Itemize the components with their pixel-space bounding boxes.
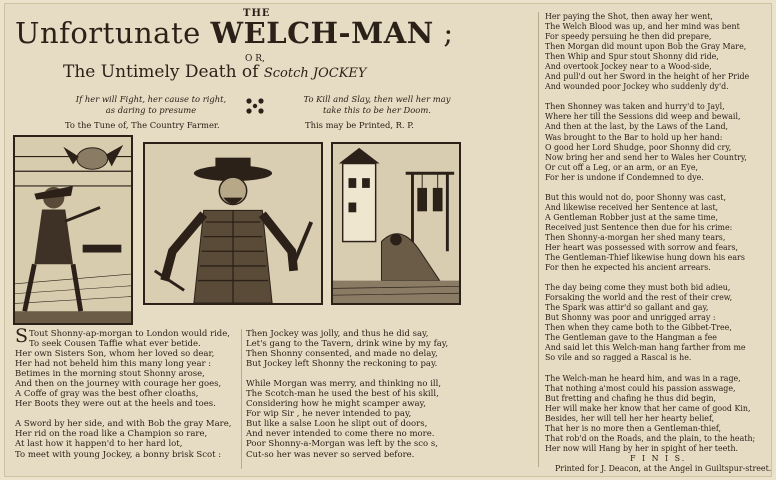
verse-line: But Shonny was poor and unrigged array : (545, 313, 716, 323)
verse-line: Then Shonney was taken and hurry'd to Jayl, (545, 102, 725, 112)
finis: F I N I S. (630, 453, 687, 463)
stanza (545, 12, 771, 92)
verse-line: That her is no more then a Gentleman-thief, (545, 423, 722, 433)
verse-left-line: as daring to presume (105, 105, 197, 115)
verse-line: And never intended to come there no more. (246, 429, 435, 440)
soldier-icon (145, 144, 321, 303)
licence-line: This may be Printed, R. P. (305, 120, 414, 130)
main-title (15, 16, 454, 50)
stanza (246, 329, 448, 369)
verse-line: Then when they came both to the Gibbet-Tree, (545, 323, 732, 333)
text-column-3 (545, 12, 771, 474)
verse-line: The Gentleman-Thief likewise hung down his ears (545, 253, 745, 263)
verse-line: A Coffe of gray was the best ofher cloaths, (15, 389, 199, 400)
text-column-1 (15, 325, 232, 470)
title-part-a: Unfortunate (15, 16, 211, 50)
verse-line: That nothing a'most could his passion asswage, (545, 383, 736, 393)
verse-right-line: take this to be her Doom. (323, 105, 431, 115)
verse-line: Poor Shonny-a-Morgan was left by the sco s, (246, 439, 438, 450)
verse-line: Let's gang to the Tavern, drink wine by my fay, (246, 339, 449, 350)
woodcut-soldier (143, 142, 323, 305)
stanza (246, 379, 448, 459)
verse-line: For her is undone if Condemned to dye. (545, 172, 704, 182)
title-the: THE (243, 8, 271, 19)
stanza (15, 419, 231, 459)
verse-line: But Jockey left Shonny the reckoning to pay. (246, 359, 438, 370)
column-divider (241, 329, 242, 469)
gallows-icon (333, 144, 459, 303)
subtitle-part-b: Scotch JOCKEY (263, 66, 367, 81)
verse-line: Or cut off a Leg, or an arm, or an Eye, (545, 162, 699, 172)
stanza (545, 374, 771, 454)
verse-line: And wounded poor Jockey who suddenly dy'd. (545, 82, 729, 92)
verse-line: Where her till the Sessions did weep and bewail, (545, 112, 741, 122)
verse-line: But fretting and chafing he thus did begin, (545, 393, 717, 403)
drop-cap: S (15, 325, 29, 347)
verse-line: Her now will Hang by her in spight of her teeth. (545, 443, 739, 453)
stanza (545, 193, 771, 273)
verse-line: And said let this Welch-man hang farther from me (545, 343, 746, 353)
verse-line: For speedy persuing he then did prepare, (545, 32, 712, 42)
verse-line: Forsaking the world and the rest of their crew, (545, 293, 733, 303)
title-or: O R, (245, 54, 265, 64)
woodcut-gallows (331, 142, 461, 305)
stanza (545, 283, 771, 363)
ornament-icon (243, 96, 267, 116)
verse-line: Besides, her will tell her her hearty belief, (545, 413, 715, 423)
verse-line: For wip Sir , he never intended to pay, (246, 409, 412, 420)
verse-line: Then Whip and Spur stout Shonny did ride, (545, 52, 719, 62)
verse-line: And overtook Jockey near to a Wood-side, (545, 62, 712, 72)
verse-line: Her rid on the road like a Champion so rare, (15, 429, 208, 440)
verse-line: Then Morgan did mount upon Bob the Gray Mare, (545, 42, 747, 52)
verse-right-line: To Kill and Slay, then well her may (303, 94, 451, 104)
verse-line: Then Shonny consented, and made no delay, (246, 349, 438, 360)
verse-left-line: If her will Fight, her cause to right, (75, 94, 227, 104)
imprint: Printed for J. Deacon, at the Angel in Guiltspur-street. (555, 463, 772, 473)
verse-line: Her paying the Shot, then away her went, (545, 12, 713, 21)
verse-line: Was brought to the Bar to hold up her hand: (545, 132, 723, 142)
verse-line: And likewise received her Sentence at last, (545, 202, 719, 212)
verse-line: The Gentleman gave to the Hangman a fee (545, 333, 717, 343)
verse-line: The day being come they must both bid adieu, (545, 283, 731, 293)
column-divider (538, 12, 539, 467)
verse-line: For then he expected his ancient arrears. (545, 263, 711, 273)
verse-line: At last how it happen'd to her hard lot, (15, 439, 183, 450)
broadside-sheet (4, 3, 772, 477)
subtitle (63, 62, 367, 82)
verse-line: The Spark was attir'd so gallant and gay, (545, 303, 709, 313)
verse-line: To seek Cousen Taffie what ever betide. (29, 339, 201, 350)
verse-line: Betimes in the morning stout Shonny arose, (15, 369, 205, 380)
verse-line: Received just Sentence then due for his crime: (545, 222, 733, 232)
verse-line: Considering how he might scamper away, (246, 399, 426, 410)
verse-line: The Scotch-man he used the best of his skill, (246, 389, 439, 400)
verse-line: Now bring her and send her to Wales her Country, (545, 152, 747, 162)
verse-line: That rob'd on the Roads, and the plain, to the heath; (545, 433, 756, 443)
verse-line: While Morgan was merry, and thinking no ill, (246, 379, 442, 390)
subtitle-part-a: The Untimely Death of (63, 62, 264, 82)
verse-line: And then on the journey with courage her goes, (15, 379, 222, 390)
verse-right (283, 94, 471, 116)
stanza (545, 102, 771, 182)
tune-line: To the Tune of, The Country Farmer. (65, 120, 220, 130)
verse-line: And then at the last, by the Laws of the Land, (545, 122, 729, 132)
verse-line: But like a salse Loon he slipt out of doors, (246, 419, 428, 430)
title-part-c: ; (433, 16, 454, 50)
verse-line: A Gentleman Robber just at the same time, (545, 212, 718, 222)
verse-line: Her own Sisters Son, whom her loved so dear, (15, 349, 215, 360)
verse-line: Her Boots they were out at the heels and toes. (15, 399, 216, 410)
verse-line: S Tout Shonny-ap-morgan to London would ride, (15, 325, 230, 347)
verse-line: O good her Lord Shudge, poor Shonny did cry, (545, 142, 732, 152)
verse-line: A Sword by her side, and with Bob the gray Mare, (15, 419, 232, 430)
verse-line: So vile and so ragged a Rascal is he. (545, 353, 692, 363)
verse-line: Her had not beheld him this many long year : (15, 359, 212, 370)
verse-line: Then Shonny-a-morgan her shed many tears, (545, 232, 726, 242)
stanza (15, 325, 231, 410)
verse-line: To meet with young Jockey, a bonny brisk Scot : (15, 449, 222, 460)
title-part-b: WELCH-MAN (210, 16, 434, 50)
gentleman-cupid-icon (15, 137, 131, 323)
verse-line: Cut-so her was never so served before. (246, 449, 415, 460)
verse-line: But this would not do, poor Shonny was cast, (545, 192, 726, 202)
verse-line: Her will make her know that her came of good Kin, (545, 403, 751, 413)
verse-line: Her heart was possessed with sorrow and fears, (545, 242, 739, 252)
verse-line: Then Jockey was jolly, and thus he did say, (246, 329, 429, 339)
text-column-2 (246, 329, 448, 470)
verse-line: The Welch-man he heard him, and was in a rage, (545, 373, 741, 383)
woodcut-gentleman-cupid (13, 135, 133, 325)
verse-line: The Welch Blood was up, and her mind was bent (545, 22, 740, 32)
verse-left (67, 94, 235, 116)
verse-line: And pull'd out her Sword in the height of her Pride (545, 72, 750, 82)
